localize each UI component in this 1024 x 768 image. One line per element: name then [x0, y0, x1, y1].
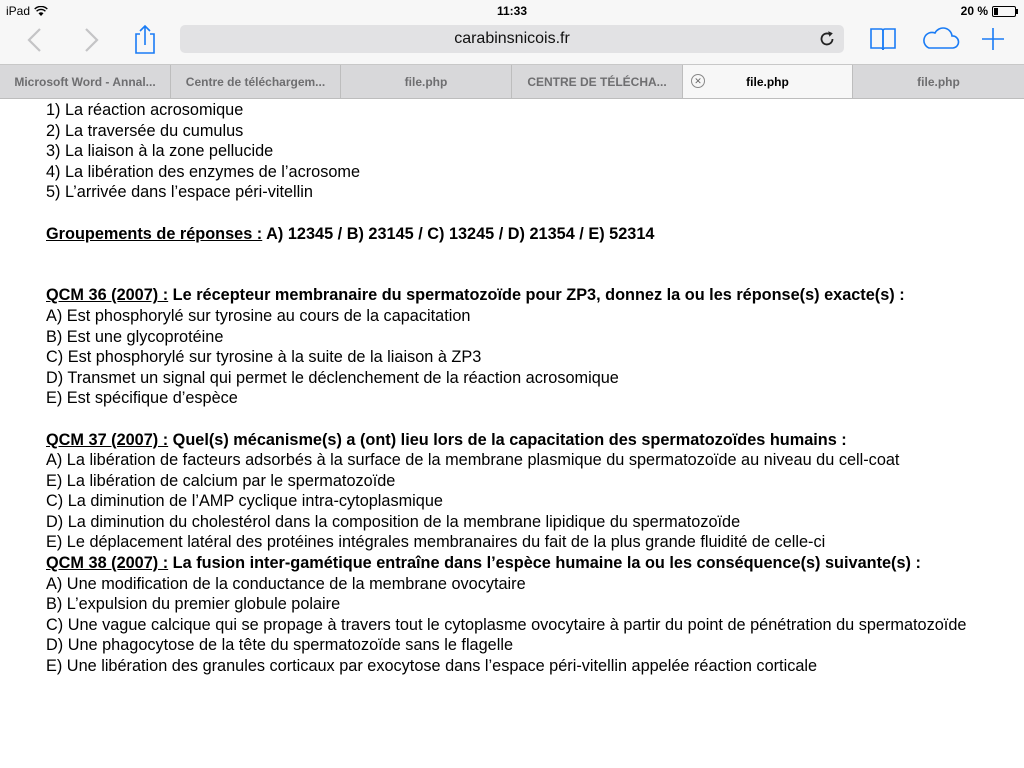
- battery-percent: 20 %: [960, 4, 988, 18]
- device-name: iPad: [6, 4, 31, 18]
- battery-icon: [992, 6, 1016, 17]
- answer-item: C) La diminution de l’AMP cyclique intra-cytoplasmique: [46, 492, 443, 511]
- cloud-icon: [920, 23, 962, 55]
- reload-icon[interactable]: [816, 28, 838, 50]
- answer-item: B) Est une glycoprotéine: [46, 327, 224, 346]
- qcm36-label: QCM 36 (2007) :: [46, 286, 169, 305]
- close-tab-icon[interactable]: ✕: [691, 74, 705, 88]
- new-tab-button[interactable]: [976, 23, 1010, 55]
- chevron-right-icon: [72, 22, 108, 58]
- answer-item: E) Est spécifique d’espèce: [46, 389, 238, 408]
- qcm38-text: La fusion inter-gamétique entraîne dans l’espèce humaine la ou les conséquence(s) suivante(s) :: [168, 554, 921, 573]
- tab-label: file.php: [917, 74, 960, 89]
- icloud-tabs-button[interactable]: [920, 23, 962, 55]
- tab-bar: [0, 64, 1024, 99]
- groupements-text: A) 12345 / B) 23145 / C) 13245 / D) 21354 / E) 52314: [262, 224, 655, 243]
- tab-4[interactable]: [512, 65, 683, 98]
- share-button[interactable]: [128, 23, 162, 55]
- address-bar[interactable]: [180, 25, 844, 53]
- qcm38-label: QCM 38 (2007) :: [46, 554, 169, 573]
- chevron-left-icon: [18, 22, 54, 58]
- answer-item: D) La diminution du cholestérol dans la composition de la membrane lipidique du spermatozoïde: [46, 512, 741, 531]
- answer-item: D) Une phagocytose de la tête du spermatozoïde sans le flagelle: [46, 636, 514, 655]
- status-right: [961, 4, 1016, 18]
- groupements-line: [46, 224, 986, 245]
- list-item: 3) La liaison à la zone pellucide: [46, 142, 274, 161]
- list-item: 4) La libération des enzymes de l’acrosome: [46, 162, 361, 181]
- answer-item: E) Une libération des granules corticaux par exocytose dans l’espace péri-vitellin appelée réaction corticale: [46, 657, 818, 676]
- tab-2[interactable]: [171, 65, 341, 98]
- qcm36-text: Le récepteur membranaire du spermatozoïde pour ZP3, donnez la ou les réponse(s) exacte(s) :: [168, 286, 905, 305]
- answer-item: B) L’expulsion du premier globule polaire: [46, 595, 341, 614]
- answer-item: A) Est phosphorylé sur tyrosine au cours de la capacitation: [46, 306, 471, 325]
- forward-button[interactable]: [72, 22, 108, 58]
- share-icon: [128, 23, 162, 55]
- bookmarks-button[interactable]: [866, 23, 900, 55]
- document-content: [46, 97, 986, 768]
- qcm37-label: QCM 37 (2007) :: [46, 430, 169, 449]
- answer-item: A) Une modification de la conductance de la membrane ovocytaire: [46, 574, 526, 593]
- back-button[interactable]: [18, 22, 54, 58]
- list-item: 5) L’arrivée dans l’espace péri-vitellin: [46, 183, 313, 202]
- answer-item: A) La libération de facteurs adsorbés à la surface de la membrane plasmique du spermatozoïde au niveau du cell-coat: [46, 451, 900, 470]
- tab-label: Centre de téléchargem...: [185, 74, 326, 89]
- plus-icon: [976, 23, 1010, 55]
- answer-item: D) Transmet un signal qui permet le déclenchement de la réaction acrosomique: [46, 368, 619, 387]
- answer-item: E) Le déplacement latéral des protéines intégrales membranaires du fait de la plus grande fluidité de celle-ci: [46, 533, 826, 552]
- browser-chrome: [0, 0, 1024, 97]
- status-bar: [0, 0, 1024, 22]
- qcm37-question: [46, 430, 986, 451]
- answer-item: E) La libération de calcium par le spermatozoïde: [46, 471, 396, 490]
- book-icon: [866, 23, 900, 55]
- answer-item: C) Est phosphorylé sur tyrosine à la suite de la liaison à ZP3: [46, 348, 482, 367]
- tab-label: Microsoft Word - Annal...: [14, 74, 156, 89]
- tab-6[interactable]: [853, 65, 1024, 98]
- qcm36-question: [46, 285, 986, 306]
- tab-label: file.php: [404, 74, 448, 89]
- browser-toolbar: [0, 22, 1024, 64]
- list-item: 1) La réaction acrosomique: [46, 101, 244, 119]
- tab-label: CENTRE DE TÉLÉCHA...: [527, 74, 667, 89]
- groupements-label: Groupements de réponses :: [46, 224, 263, 243]
- qcm37-text: Quel(s) mécanisme(s) a (ont) lieu lors de la capacitation des spermatozoïdes humains :: [168, 430, 847, 449]
- answer-item: C) Une vague calcique qui se propage à travers tout le cytoplasme ovocytaire à partir du point de pénétration du spermatozoïde: [46, 615, 967, 634]
- tab-label: file.php: [746, 74, 789, 89]
- url-text: carabinsnicois.fr: [454, 30, 570, 47]
- tab-3[interactable]: [341, 65, 512, 98]
- status-time: 11:33: [496, 4, 528, 18]
- tab-1[interactable]: [0, 65, 171, 98]
- tab-5-active[interactable]: [683, 65, 853, 98]
- list-item: 2) La traversée du cumulus: [46, 121, 244, 140]
- qcm38-question: [46, 553, 986, 574]
